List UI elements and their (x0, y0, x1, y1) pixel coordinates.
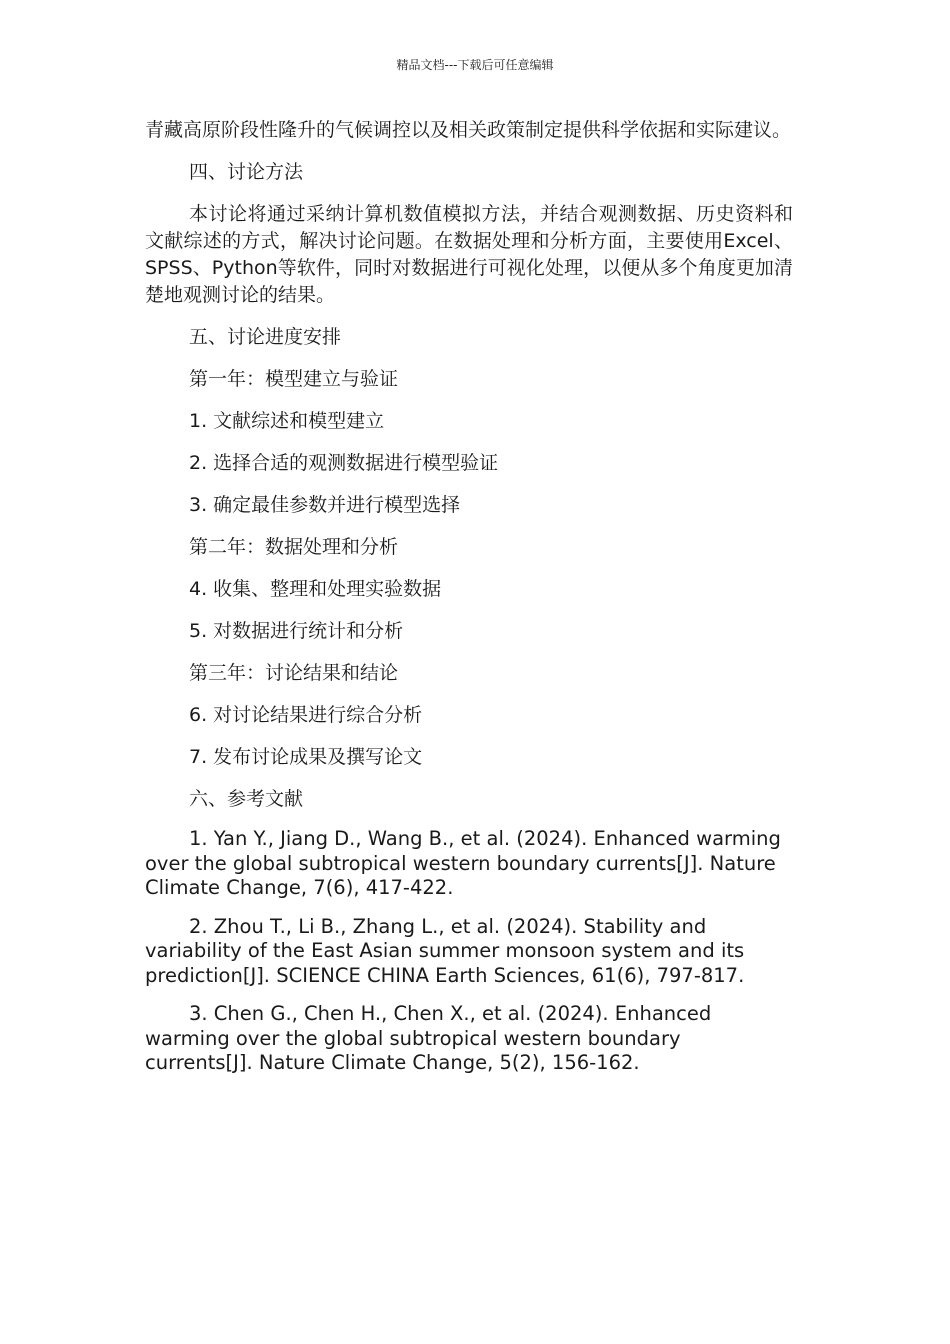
reference-1: 1. Yan Y., Jiang D., Wang B., et al. (2024). Enhanced warming over the global subtropical western boundary currents[J]. Nature Climate Change, 7(6), 417-422. (145, 827, 781, 899)
schedule-item-2: 2. 选择合适的观测数据进行模型验证 (189, 452, 499, 474)
year-2-heading: 第二年：数据处理和分析 (189, 536, 399, 558)
reference-2: 2. Zhou T., Li B., Zhang L., et al. (2024). Stability and variability of the East Asian summer monsoon system and its prediction[J]. SCIENCE CHINA Earth Sciences, 61(6), 797-817. (145, 914, 745, 987)
reference-3: 3. Chen G., Chen H., Chen X., et al. (2024). Enhanced warming over the global subtropical western boundary currents[J]. Nature Climate Change, 5(2), 156-162. (145, 1002, 712, 1074)
section-6-heading: 六、参考文献 (189, 788, 304, 810)
schedule-item-4: 4. 收集、整理和处理实验数据 (189, 578, 442, 600)
schedule-item-1: 1. 文献综述和模型建立 (189, 410, 385, 432)
document-body (145, 117, 793, 1076)
schedule-item-6: 6. 对讨论结果进行综合分析 (189, 704, 423, 726)
schedule-item-7: 7. 发布讨论成果及撰写论文 (189, 746, 423, 768)
section-4-heading: 四、讨论方法 (189, 161, 304, 183)
section-4-paragraph: 本讨论将通过采纳计算机数值模拟方法，并结合观测数据、历史资料和文献综述的方式，解决讨论问题。在数据处理和分析方面，主要使用Excel、SPSS、Python等软件，同时对数据进行可视化处理，以便从多个角度更加清楚地观测讨论的结果。 (145, 203, 793, 306)
section-5-heading: 五、讨论进度安排 (189, 326, 342, 348)
year-3-heading: 第三年：讨论结果和结论 (189, 662, 399, 684)
page-header: 精品文档---下载后可任意编辑 (396, 58, 554, 72)
year-1-heading: 第一年：模型建立与验证 (189, 368, 399, 390)
intro-continuation-paragraph: 青藏高原阶段性隆升的气候调控以及相关政策制定提供科学依据和实际建议。 (145, 119, 792, 141)
schedule-item-3: 3. 确定最佳参数并进行模型选择 (189, 494, 461, 516)
schedule-item-5: 5. 对数据进行统计和分析 (189, 620, 404, 642)
